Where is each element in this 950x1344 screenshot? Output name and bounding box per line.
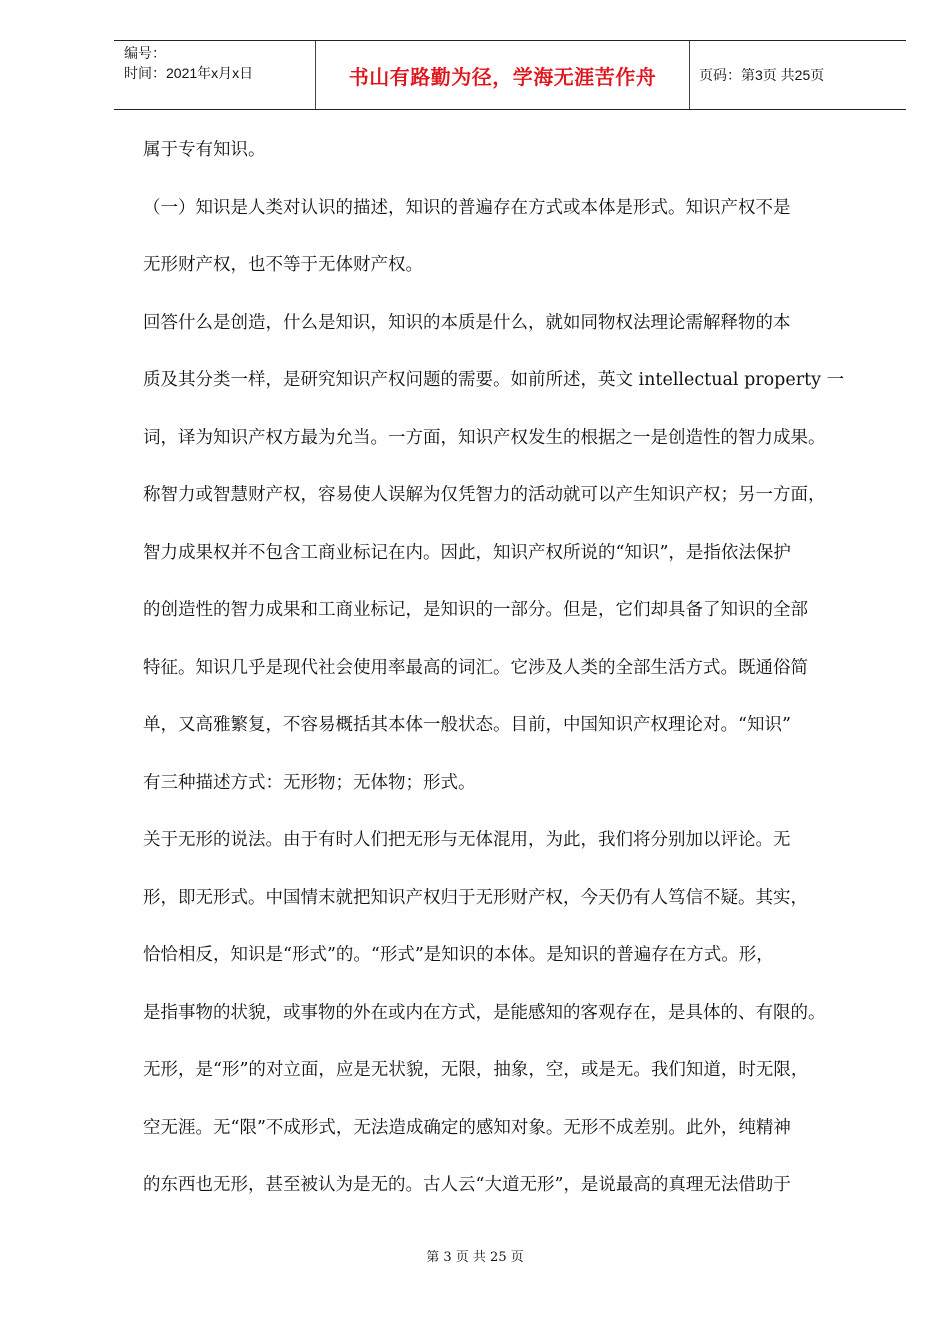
header-motto-cell [316, 41, 690, 109]
text-line: 的创造性的智力成果和工商业标记，是知识的一部分。但是，它们却具备了知识的全部 [143, 600, 808, 620]
text-line: 有三种描述方式：无形物；无体物；形式。 [143, 772, 476, 793]
text-line: （一）知识是人类对认识的描述，知识的普遍存在方式或本体是形式。知识产权不是 [143, 197, 791, 218]
text-line: 关于无形的说法。由于有时人们把无形与无体混用，为此，我们将分别加以评论。无 [143, 830, 791, 850]
text-line: 的东西也无形，甚至被认为是无的。古人云“大道无形”，是说最高的真理无法借助于 [143, 1175, 791, 1195]
text-line: 回答什么是创造，什么是知识，知识的本质是什么，就如同物权法理论需解释物的本 [143, 312, 791, 333]
text-line: 质及其分类一样，是研究知识产权问题的需要。如前所述，英文 intellectual property 一 [143, 370, 845, 390]
document-body [143, 130, 893, 1223]
time-label: 时间：2021年x月x日 [124, 65, 254, 81]
text-line: 无形财产权，也不等于无体财产权。 [143, 255, 423, 275]
text-line: 是指事物的状貌，或事物的外在或内在方式，是能感知的客观存在，是具体的、有限的。 [143, 1002, 826, 1023]
text-line: 词，译为知识产权方最为允当。一方面，知识产权发生的根据之一是创造性的智力成果。 [143, 427, 826, 448]
text-line: 属于专有知识。 [143, 140, 266, 160]
text-line: 特征。知识几乎是现代社会使用率最高的词汇。它涉及人类的全部生活方式。既通俗简 [143, 657, 808, 678]
text-line: 形，即无形式。中国情末就把知识产权归于无形财产权，今天仍有人笃信不疑。其实， [143, 887, 808, 908]
page-label: 页码：第3页 共25页 [699, 67, 825, 83]
header-page-cell [689, 41, 906, 109]
motto-text: 书山有路勤为径，学海无涯苦作舟 [348, 64, 657, 89]
text-line: 单，又高雅繁复，不容易概括其本体一般状态。目前，中国知识产权理论对。“知识” [143, 715, 791, 735]
page-header [114, 40, 906, 110]
text-line: 称智力或智慧财产权，容易使人误解为仅凭智力的活动就可以产生知识产权；另一方面， [143, 485, 826, 505]
text-line: 空无涯。无“限”不成形式，无法造成确定的感知对象。无形不成差别。此外，纯精神 [143, 1117, 791, 1138]
text-line: 恰恰相反，知识是“形式”的。“形式”是知识的本体。是知识的普遍存在方式。形， [143, 945, 774, 965]
number-label: 编号： [124, 45, 166, 61]
text-line: 无形，是“形”的对立面，应是无状貌，无限，抽象，空，或是无。我们知道，时无限， [143, 1060, 809, 1080]
page-footer: 第 3 页 共 25 页 [426, 1250, 524, 1265]
text-line: 智力成果权并不包含工商业标记在内。因此，知识产权所说的“知识”，是指依法保护 [143, 542, 791, 563]
header-meta-cell [114, 41, 316, 109]
